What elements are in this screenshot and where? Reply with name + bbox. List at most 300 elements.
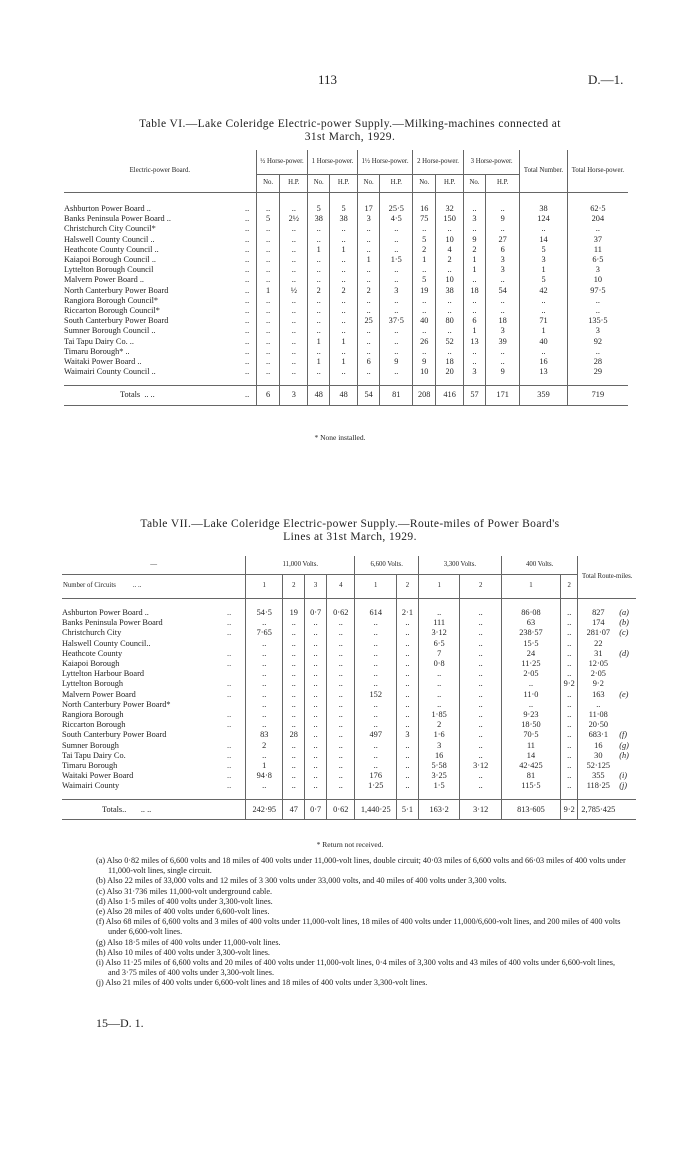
footnote-ref: (c) <box>619 628 629 638</box>
circuit-number: 4 <box>327 574 355 598</box>
table-cell: 1 <box>330 357 358 367</box>
table-cell: 6·5 <box>567 255 628 265</box>
totals-cell: 813·605 <box>501 800 560 820</box>
table-cell: .. <box>327 618 355 628</box>
totals-cell: 2,785·425 <box>578 800 618 820</box>
table-cell: 9·2 <box>560 679 577 689</box>
table-cell: .. <box>308 326 330 336</box>
totals-cell: 48 <box>330 385 358 405</box>
table-cell: 1 <box>308 245 330 255</box>
table-cell: .. <box>463 224 485 234</box>
table-cell: .. <box>355 761 397 771</box>
table-cell: .. <box>380 265 413 275</box>
table-cell: .. <box>397 618 419 628</box>
table-cell: .. <box>305 771 327 781</box>
row-leader: .. <box>227 720 232 730</box>
table-cell: .. <box>327 730 355 740</box>
sub-hp: H.P. <box>380 174 413 192</box>
table7-title-line2: Lines at 31st March, 1929. <box>283 531 417 543</box>
row-leader: .. <box>151 255 156 265</box>
table-row <box>64 357 628 367</box>
table-cell: 3 <box>463 214 485 224</box>
table-cell: .. <box>486 306 520 316</box>
table-cell: .. <box>330 347 358 357</box>
table-cell: .. <box>256 326 280 336</box>
row-leader: .. <box>227 608 232 617</box>
table-cell: .. <box>436 296 464 306</box>
table-cell: .. <box>245 275 250 285</box>
row-leader: .. <box>150 234 155 244</box>
table-cell: .. <box>355 679 397 689</box>
table-cell: .. <box>355 649 397 659</box>
table-cell: 118·25 <box>578 781 618 791</box>
totals-cell: .. <box>245 390 250 400</box>
totals-cell: 57 <box>463 385 485 405</box>
table-cell: .. <box>308 296 330 306</box>
table-cell: .. <box>283 700 305 710</box>
table-cell: .. <box>413 296 436 306</box>
total-route-miles-header: Total Route-miles. <box>578 556 636 598</box>
table-cell: .. <box>380 275 413 285</box>
table-cell: 83 <box>246 730 283 740</box>
table-row <box>62 700 636 710</box>
table-cell: .. <box>308 224 330 234</box>
table-cell: 39 <box>486 337 520 347</box>
row-label: North Canterbury Power Board* <box>62 699 171 709</box>
table-cell: 2 <box>246 741 283 751</box>
table-row <box>64 347 628 357</box>
table-cell: 11·25 <box>501 659 560 669</box>
table-cell: 20 <box>436 367 464 377</box>
footnote-ref <box>618 761 636 771</box>
footnote: (j) Also 21 miles of 400 volts under 6,600-volt lines and 18 miles of 400 volts under 3,300-volt lines. <box>96 978 428 988</box>
table-cell: .. <box>245 265 250 275</box>
table-cell: .. <box>245 336 250 346</box>
row-leader: .. <box>166 214 171 224</box>
table-row <box>64 286 628 296</box>
table-cell: .. <box>567 347 628 357</box>
row-label: Christchurch City <box>62 628 122 638</box>
table-cell: .. <box>397 771 419 781</box>
table-cell: .. <box>245 214 250 224</box>
table-cell: .. <box>280 296 308 306</box>
table-cell: .. <box>308 316 330 326</box>
table-cell: .. <box>327 659 355 669</box>
table-cell: .. <box>283 690 305 700</box>
table-cell: .. <box>357 306 380 316</box>
table-cell: 16 <box>520 357 568 367</box>
table-cell: .. <box>460 608 502 618</box>
table-cell: .. <box>397 710 419 720</box>
table-cell: 1 <box>357 255 380 265</box>
table-cell: .. <box>460 751 502 761</box>
table-cell: .. <box>380 337 413 347</box>
table-cell: 5 <box>256 214 280 224</box>
table-row <box>62 730 636 740</box>
table-row <box>64 224 628 234</box>
table-cell: .. <box>560 618 577 628</box>
table-cell: .. <box>280 255 308 265</box>
table-cell: .. <box>305 741 327 751</box>
table-cell: 1·5 <box>380 255 413 265</box>
table-row <box>62 639 636 649</box>
table-cell: .. <box>460 669 502 679</box>
board-name: Halswell County Council <box>64 234 149 244</box>
table-cell: .. <box>256 296 280 306</box>
table-cell: 1 <box>246 761 283 771</box>
row-label: Lyttelton Harbour Board <box>62 669 145 679</box>
table-cell: .. <box>418 608 460 618</box>
table-cell: 2·05 <box>501 669 560 679</box>
table-cell: .. <box>256 316 280 326</box>
table-cell: .. <box>327 669 355 679</box>
table-cell: .. <box>305 751 327 761</box>
table-cell: 6 <box>486 245 520 255</box>
table-cell: .. <box>560 761 577 771</box>
table-cell: .. <box>245 255 250 265</box>
table-cell: 18 <box>486 316 520 326</box>
table-cell: .. <box>283 781 305 791</box>
totals-cell: 3·12 <box>460 800 502 820</box>
table-cell: 13 <box>463 337 485 347</box>
sub-hp: H.P. <box>280 174 308 192</box>
table-cell: .. <box>560 649 577 659</box>
table-cell: 9 <box>486 367 520 377</box>
table-cell: .. <box>327 771 355 781</box>
totals-cell: 5·1 <box>397 800 419 820</box>
table-cell: 7 <box>418 649 460 659</box>
table-cell: .. <box>245 244 250 254</box>
table-cell: .. <box>357 326 380 336</box>
table-row <box>64 245 628 255</box>
table-cell: .. <box>560 608 577 618</box>
table-cell: .. <box>327 781 355 791</box>
sub-hp: H.P. <box>486 174 520 192</box>
row-leader <box>226 700 246 710</box>
table-cell: .. <box>280 326 308 336</box>
table-cell: 124 <box>520 214 568 224</box>
table-cell: 3·12 <box>460 761 502 771</box>
table-cell: .. <box>280 275 308 285</box>
totals-cell: 0·62 <box>327 800 355 820</box>
table-cell: 174 <box>578 618 618 628</box>
table-cell: 238·57 <box>501 628 560 638</box>
table-cell: 92 <box>567 337 628 347</box>
table-cell: .. <box>486 296 520 306</box>
table-cell: 26 <box>413 337 436 347</box>
row-label: Rangiora Borough <box>62 710 124 720</box>
row-label <box>64 214 239 224</box>
table-cell: 38 <box>308 214 330 224</box>
footnote: (g) Also 18·5 miles of 400 volts under 11,000-volt lines. <box>96 937 281 947</box>
table7-note: * Return not received. <box>316 840 384 849</box>
table-cell: .. <box>283 639 305 649</box>
sub-no: No. <box>413 174 436 192</box>
table-cell: .. <box>355 741 397 751</box>
board-name: Sumner Borough Council <box>64 326 150 336</box>
table-cell: .. <box>256 204 280 214</box>
table-cell: 81 <box>501 771 560 781</box>
totals-cell: 3 <box>280 385 308 405</box>
table-cell: 16 <box>413 204 436 214</box>
footnote-ref: (g) <box>619 740 629 750</box>
board-name: Timaru Borough* <box>64 346 124 356</box>
row-label: Timaru Borough <box>62 761 118 771</box>
table-cell: .. <box>256 275 280 285</box>
table-cell: 827 <box>578 608 618 618</box>
table-cell: .. <box>283 761 305 771</box>
table-cell: 80 <box>436 316 464 326</box>
page-reference: D.—1. <box>588 72 624 87</box>
table-cell: .. <box>283 649 305 659</box>
totals-cell: 416 <box>436 385 464 405</box>
table-cell: 7·65 <box>246 628 283 638</box>
table-cell: .. <box>460 781 502 791</box>
board-name: Lyttelton Borough Council <box>64 265 154 275</box>
table-cell: ½ <box>280 286 308 296</box>
table-cell: 135·5 <box>567 316 628 326</box>
table-row <box>64 306 628 316</box>
board-name: Waitaki Power Board <box>64 357 136 367</box>
table-row <box>64 337 628 347</box>
table-cell: 150 <box>436 214 464 224</box>
table-cell: .. <box>357 235 380 245</box>
table-cell: .. <box>560 751 577 761</box>
table-cell: 3 <box>486 265 520 275</box>
totals-cell: 48 <box>308 385 330 405</box>
row-label <box>64 347 239 357</box>
totals-cell: 47 <box>283 800 305 820</box>
table-cell: .. <box>305 720 327 730</box>
footnote-ref: (a) <box>619 608 629 617</box>
table-cell: .. <box>460 628 502 638</box>
table-cell: .. <box>246 679 283 689</box>
table-cell: 2 <box>330 286 358 296</box>
table-cell: .. <box>463 275 485 285</box>
table-cell: 3 <box>357 214 380 224</box>
table-cell: .. <box>245 357 250 367</box>
table-cell: 40 <box>413 316 436 326</box>
table-cell: 9 <box>380 357 413 367</box>
table-cell: .. <box>327 751 355 761</box>
table-cell: 17 <box>357 204 380 214</box>
table-cell: 9 <box>413 357 436 367</box>
table-cell: 115·5 <box>501 781 560 791</box>
row-leader: .. <box>227 740 232 750</box>
table-cell: .. <box>460 649 502 659</box>
board-name: Christchurch City Council* <box>64 224 156 234</box>
board-name: Ashburton Power Board <box>64 204 145 213</box>
circuit-number: 2 <box>560 574 577 598</box>
row-leader: .. <box>227 628 232 638</box>
table-cell: .. <box>280 204 308 214</box>
table-cell: 10 <box>436 235 464 245</box>
table-cell: 62·5 <box>567 204 628 214</box>
table6-totals-row <box>64 385 628 405</box>
table-cell: .. <box>246 700 283 710</box>
row-label <box>64 245 239 255</box>
totals-label: Totals.. .. .. <box>102 804 152 814</box>
row-label: Waitaki Power Board <box>62 771 134 781</box>
table-cell: 38 <box>436 286 464 296</box>
table-cell: 37·5 <box>380 316 413 326</box>
table-cell: .. <box>560 720 577 730</box>
table-cell: .. <box>280 224 308 234</box>
table-cell: 52 <box>436 337 464 347</box>
footnote-ref: (h) <box>619 750 629 760</box>
table-cell: 5 <box>330 204 358 214</box>
group-half-hp: ½ Horse-power. <box>256 150 307 174</box>
table-row <box>64 214 628 224</box>
table-cell: .. <box>305 659 327 669</box>
table-cell: .. <box>327 690 355 700</box>
table-cell: .. <box>380 245 413 255</box>
row-leader: .. <box>227 689 232 699</box>
footnote: (h) Also 10 miles of 400 volts under 3,300-volt lines. <box>96 947 270 957</box>
table-cell: 14 <box>520 235 568 245</box>
table6-title-line1: Table VI.—Lake Coleridge Electric-power Supply.—Milking-machines connected at <box>139 118 561 130</box>
table-cell: 42·425 <box>501 761 560 771</box>
board-name: North Canterbury Power Board <box>64 285 169 295</box>
table-cell: .. <box>245 224 250 234</box>
table-cell: .. <box>357 347 380 357</box>
table-cell: .. <box>327 720 355 730</box>
table-cell: 1·5 <box>418 781 460 791</box>
row-label: Sumner Borough <box>62 740 119 750</box>
table-cell: .. <box>463 357 485 367</box>
table-cell: .. <box>380 224 413 234</box>
table-cell: 24 <box>501 649 560 659</box>
table-cell: .. <box>305 649 327 659</box>
totals-cell: 208 <box>413 385 436 405</box>
table7-corner: — <box>150 560 157 568</box>
table-cell: .. <box>308 347 330 357</box>
row-label: Riccarton Borough <box>62 720 126 730</box>
table-cell: .. <box>308 255 330 265</box>
table-cell: .. <box>256 224 280 234</box>
table-cell: 11 <box>501 741 560 751</box>
table-cell: .. <box>436 347 464 357</box>
table-cell: .. <box>413 347 436 357</box>
table-cell: 5 <box>413 235 436 245</box>
table-cell: 29 <box>567 367 628 377</box>
table-cell: 3 <box>567 265 628 275</box>
footnote-ref: (b) <box>619 618 629 628</box>
table-cell: 1 <box>308 337 330 347</box>
totals-cell: 163·2 <box>418 800 460 820</box>
table-cell: 20·50 <box>578 720 618 730</box>
table-cell: .. <box>330 265 358 275</box>
sub-hp: H.P. <box>330 174 358 192</box>
table-cell: .. <box>560 771 577 781</box>
table-cell: 6·5 <box>418 639 460 649</box>
table-cell: .. <box>560 730 577 740</box>
table-cell: 1·85 <box>418 710 460 720</box>
table-row <box>62 761 636 771</box>
table-row <box>64 275 628 285</box>
table-cell: 1·6 <box>418 730 460 740</box>
circuit-number: 1 <box>246 574 283 598</box>
table-cell: .. <box>380 235 413 245</box>
row-label <box>64 337 239 347</box>
table-cell: 0·62 <box>327 608 355 618</box>
table-cell: .. <box>280 316 308 326</box>
table-cell: .. <box>256 367 280 377</box>
table-cell: .. <box>567 296 628 306</box>
row-label: South Canterbury Power Board <box>62 730 167 740</box>
page-number: 113 <box>318 72 338 87</box>
table-cell: 3 <box>380 286 413 296</box>
row-leader: .. <box>139 275 144 285</box>
table-cell: .. <box>397 781 419 791</box>
table-cell: 3 <box>567 326 628 336</box>
table-cell: .. <box>283 741 305 751</box>
totals-label: Totals .. .. <box>120 390 155 400</box>
circuit-number: 1 <box>418 574 460 598</box>
table-cell: 683·1 <box>578 730 618 740</box>
table-cell: .. <box>486 357 520 367</box>
row-leader: .. <box>151 367 156 377</box>
table-cell: 19 <box>283 608 305 618</box>
table-cell: 2·05 <box>578 669 618 679</box>
table-cell: .. <box>246 751 283 761</box>
table-cell: .. <box>436 224 464 234</box>
table-cell: 355 <box>578 771 618 781</box>
table-cell: .. <box>327 649 355 659</box>
footnote-ref: (f) <box>619 730 628 740</box>
table-cell: .. <box>560 690 577 700</box>
table-cell: .. <box>246 781 283 791</box>
table-cell: .. <box>501 679 560 689</box>
table-cell: .. <box>418 700 460 710</box>
table-cell: .. <box>246 690 283 700</box>
table-cell: 1·25 <box>355 781 397 791</box>
table-cell: 9·2 <box>578 679 618 689</box>
table-cell: .. <box>357 337 380 347</box>
table-cell: .. <box>397 669 419 679</box>
table-cell: 9·23 <box>501 710 560 720</box>
table-cell: 54·5 <box>246 608 283 618</box>
table-cell: 4 <box>436 245 464 255</box>
table-cell: .. <box>246 639 283 649</box>
table-cell: 38 <box>520 204 568 214</box>
row-leader: .. <box>146 204 151 213</box>
footnote-ref <box>618 700 636 710</box>
table-cell: .. <box>380 367 413 377</box>
table-cell: .. <box>280 235 308 245</box>
row-label <box>64 306 239 316</box>
table-cell: .. <box>560 700 577 710</box>
footnote-ref: (e) <box>619 689 629 699</box>
table-cell: .. <box>308 306 330 316</box>
circuits-label: Number of Circuits .. .. <box>62 574 246 598</box>
table-cell: .. <box>413 306 436 316</box>
totals-cell: 171 <box>486 385 520 405</box>
table-cell: 1 <box>256 286 280 296</box>
table-cell: .. <box>246 710 283 720</box>
footnote: (c) Also 31·736 miles 11,000-volt underground cable. <box>96 886 272 896</box>
table-cell: .. <box>245 316 250 326</box>
circuit-number: 2 <box>460 574 502 598</box>
table-cell: .. <box>283 679 305 689</box>
table-cell: .. <box>436 306 464 316</box>
table-cell: 40 <box>520 337 568 347</box>
table-cell: 152 <box>355 690 397 700</box>
table6 <box>64 150 628 406</box>
table-cell: .. <box>256 255 280 265</box>
table-cell: 54 <box>486 286 520 296</box>
table-row <box>62 679 636 689</box>
